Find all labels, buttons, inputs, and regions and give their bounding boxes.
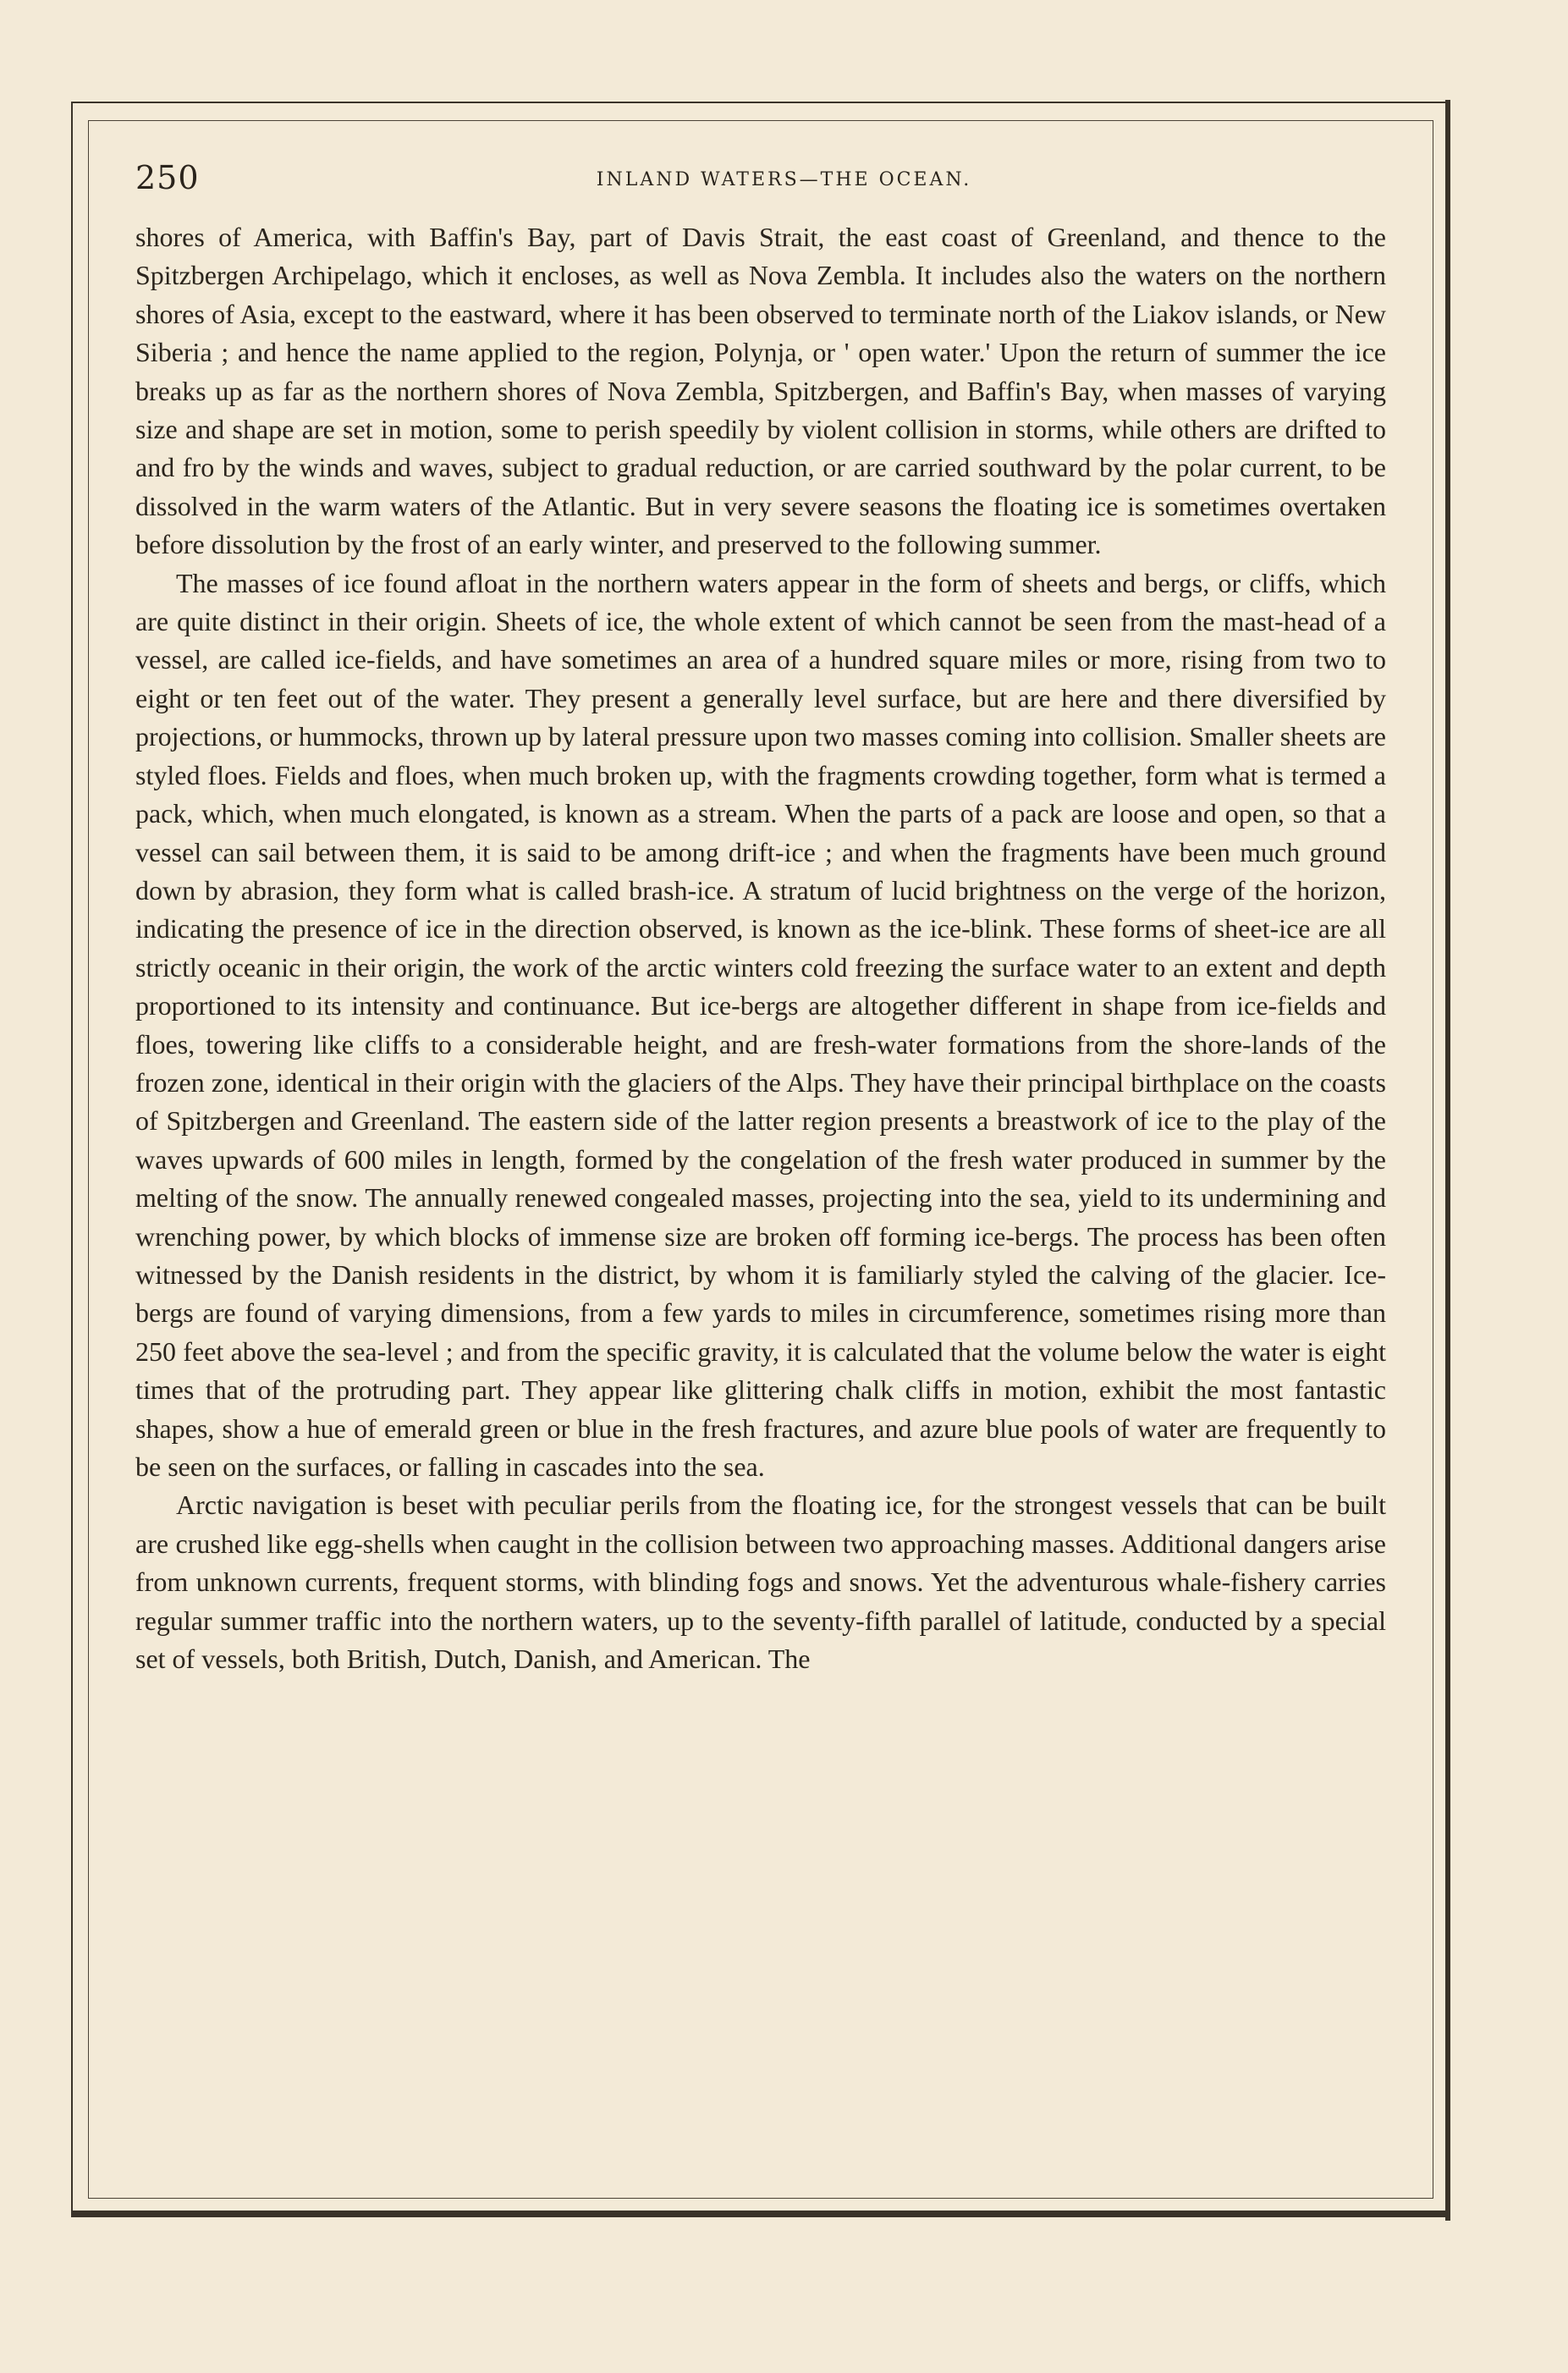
page-border-bottom-rule <box>71 2211 1450 2216</box>
paragraph-2: The masses of ice found afloat in the northern waters appear in the form of sheets and bergs, or cliffs, which are quite distinct in their origin. Sheets of ice, the whole extent of which cannot be seen from the mast-head of a vessel, are called ice-fields, and have sometimes an area of a hundred square miles or more, rising from two to eight or ten feet out of the water. They present a generally level surface, but are here and there diversified by projections, or hummocks, thrown up by lateral pressure upon two masses coming into collision. Smaller sheets are styled floes. Fields and floes, when much broken up, with the fragments crowding together, form what is termed a pack, which, when much elongated, is known as a stream. When the parts of a pack are loose and open, so that a vessel can sail between them, it is said to be among drift-ice ; and when the fragments have been much ground down by abrasion, they form what is called brash-ice. A stratum of lucid brightness on the verge of the horizon, indicating the presence of ice in the direction observed, is known as the ice-blink. These forms of sheet-ice are all strictly oceanic in their origin, the work of the arctic winters cold freezing the surface water to an extent and depth proportioned to its intensity and continuance. But ice-bergs are altogether different in shape from ice-fields and floes, towering like cliffs to a considerable height, and are fresh-water formations from the shore-lands of the frozen zone, identical in their origin with the glaciers of the Alps. They have their principal birthplace on the coasts of Spitzbergen and Greenland. The eastern side of the latter region presents a breastwork of ice to the play of the waves upwards of 600 miles in length, formed by the congelation of the fresh water produced in summer by the melting of the snow. The annually renewed congealed masses, projecting into the sea, yield to its undermining and wrenching power, by which blocks of immense size are broken off forming ice-bergs. The process has been often witnessed by the Danish residents in the district, by whom it is familiarly styled the calving of the glacier. Ice-bergs are found of varying dimensions, from a few yards to miles in circumference, sometimes rising more than 250 feet above the sea-level ; and from the specific gravity, it is calculated that the volume below the water is eight times that of the protruding part. They appear like glittering chalk cliffs in motion, exhibit the most fantastic shapes, show a hue of emerald green or blue in the fresh fractures, and azure blue pools of water are frequently to be seen on the surfaces, or falling in cascades into the sea. <box>135 567 1386 1482</box>
paragraph-3: Arctic navigation is beset with peculiar perils from the floating ice, for the strongest vessels that can be built are crushed like egg-shells when caught in the collision between two approaching masses. Additional dangers arise from unknown currents, frequent storms, with blinding fogs and snows. Yet the adventurous whale-fishery carries regular summer traffic into the northern waters, up to the seventy-fifth parallel of latitude, conducted by a special set of vessels, both British, Dutch, Danish, and American. The <box>135 1489 1386 1675</box>
page-number: 250 <box>135 159 200 196</box>
paragraph-1: shores of America, with Baffin's Bay, part of Davis Strait, the east coast of Greenland, and thence to the Spitzbergen Archipelago, which it encloses, as well as Nova Zembla. It includes also the waters on the northern shores of Asia, except to the eastward, where it has been observed to terminate north of the Liakov islands, or New Siberia ; and hence the name applied to the region, Polynja, or ' open water.' Upon the return of summer the ice breaks up as far as the northern shores of Nova Zembla, Spitzbergen, and Baffin's Bay, when masses of varying size and shape are set in motion, some to perish speedily by violent collision in storms, while others are drifted to and fro by the winds and waves, subject to gradual reduction, or are carried southward by the polar current, to be dissolved in the warm waters of the Atlantic. But in very severe seasons the floating ice is sometimes overtaken before dissolution by the frost of an early winter, and preserved to the following summer. <box>135 222 1386 560</box>
running-title: INLAND WATERS—THE OCEAN. <box>596 169 972 190</box>
page-border-right-rule <box>1445 100 1450 2221</box>
body-text <box>135 218 1386 1678</box>
